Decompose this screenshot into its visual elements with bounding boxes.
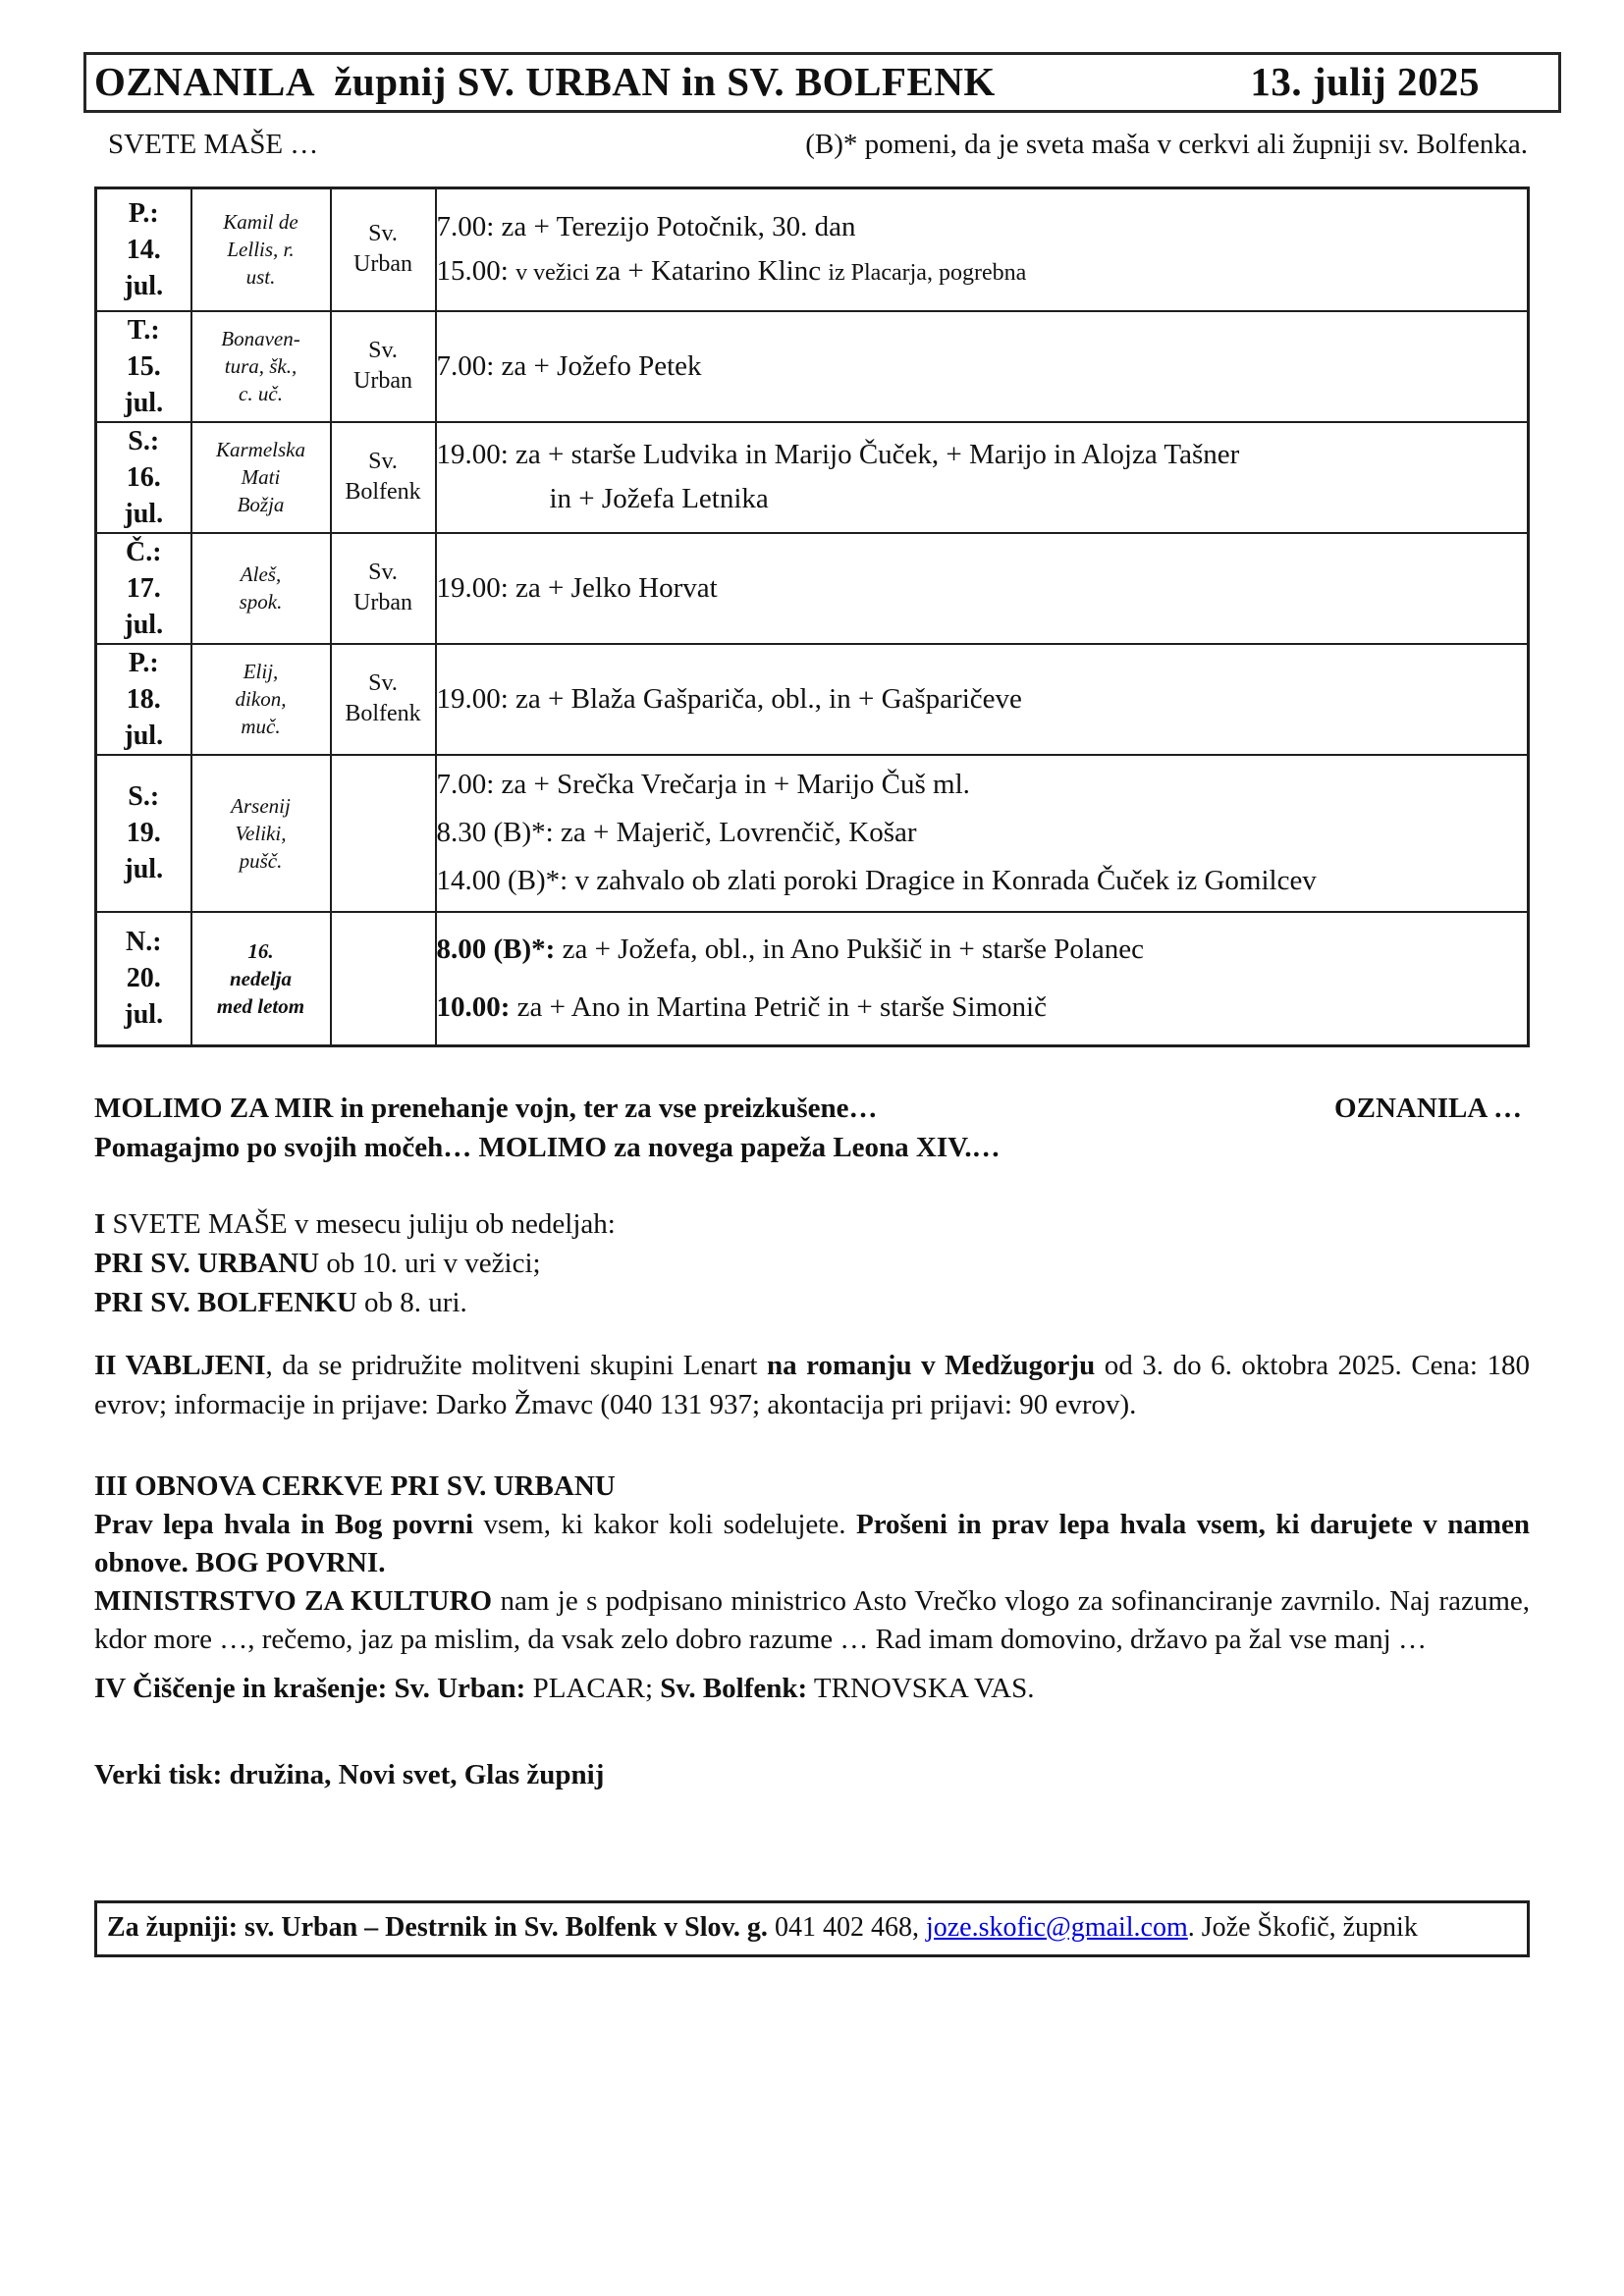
text-run: 14.00 (B)*: v zahvalo ob zlati poroki Dragice in Konrada Čuček iz Gomilcev: [436, 865, 1317, 896]
saint-cell: [191, 912, 331, 1046]
cell-line: pušč.: [239, 848, 283, 873]
church-cell: [331, 644, 436, 755]
molimo-paragraph: [94, 1089, 1530, 1167]
cell-line: Bolfenk: [345, 479, 421, 505]
mass-cell: [436, 644, 1529, 755]
cell-line: Sv.: [368, 670, 398, 696]
text-run: 7.00: za + Terezijo Potočnik, 30. dan: [436, 211, 856, 243]
cell-line: jul.: [124, 270, 164, 301]
cell-line: jul.: [124, 609, 164, 640]
cell-line: muč.: [241, 715, 281, 738]
mass-line: [437, 477, 1528, 521]
cell-line: Elij,: [243, 660, 279, 683]
text-run: . Jože Škofič, župnik: [1187, 1912, 1418, 1943]
day-cell: [96, 422, 191, 533]
cell-line: c. uč.: [239, 382, 283, 405]
text-run: 041 402 468,: [767, 1912, 926, 1943]
cell-line: jul.: [124, 999, 164, 1031]
cell-line: P.:: [128, 197, 159, 229]
cell-line: Arsenij: [231, 793, 291, 818]
mass-cell: [436, 912, 1529, 1046]
cell-line: N.:: [125, 927, 162, 958]
day-cell: [96, 644, 191, 755]
church-cell: [331, 533, 436, 644]
text-run: 7.00: za + Jožefo Petek: [436, 349, 702, 382]
church-cell: [331, 311, 436, 422]
church-cell: [331, 188, 436, 311]
church-cell: [331, 912, 436, 1046]
text-run: 10.00:: [436, 990, 511, 1023]
medjugorje-section: [94, 1346, 1530, 1424]
text-run: MOLIMO ZA MIR in prenehanje vojn, ter za vse preizkušene…: [94, 1093, 878, 1124]
mass-line: [437, 857, 1528, 905]
text-run: II VABLJENI: [94, 1350, 266, 1381]
text-run: Sv. Bolfenk:: [660, 1673, 808, 1704]
text-run: SVETE MAŠE v mesecu juliju ob nedeljah:: [105, 1208, 616, 1240]
cell-line: 18.: [126, 683, 161, 715]
footer-contact-box: [94, 1900, 1530, 1957]
mass-row: [96, 533, 1529, 644]
text-run: PRI SV. URBANU: [94, 1248, 320, 1279]
text-run: za + Ano in Martina Petrič in + starše Simonič: [510, 990, 1047, 1023]
mass-cell: [436, 188, 1529, 311]
mass-row: [96, 422, 1529, 533]
cell-line: Bolfenk: [345, 701, 421, 726]
mass-table-body: [96, 188, 1529, 1046]
cell-line: 16.: [247, 938, 274, 963]
text-run: 8.30 (B)*: za + Majerič, Lovrenčič, Košar: [436, 817, 917, 848]
cell-line: Kamil de: [223, 210, 298, 235]
cell-line: Urban: [353, 590, 412, 615]
mass-row: [96, 188, 1529, 311]
cell-line: 15.: [126, 350, 161, 382]
day-cell: [96, 188, 191, 311]
mass-cell: [436, 422, 1529, 533]
cell-line: ust.: [245, 265, 276, 290]
saint-cell: [191, 422, 331, 533]
cell-line: jul.: [124, 387, 164, 418]
day-cell: [96, 912, 191, 1046]
cell-line: Č.:: [125, 536, 162, 567]
cell-line: tura, šk.,: [224, 354, 298, 378]
svete-mase-label: SVETE MAŠE …: [108, 129, 319, 160]
cell-line: Karmelska: [216, 438, 305, 461]
cell-line: T.:: [127, 314, 160, 346]
cell-line: 14.: [126, 234, 161, 265]
mass-row: [96, 912, 1529, 1046]
cell-line: Sv.: [368, 449, 398, 474]
renovation-ministry: [94, 1582, 1530, 1659]
renovation-heading: [94, 1468, 1530, 1506]
cell-line: Urban: [353, 368, 412, 394]
text-run: iz Placarja, pogrebna: [828, 260, 1027, 287]
cell-line: P.:: [128, 647, 159, 678]
renovation-thanks: [94, 1506, 1530, 1582]
cell-line: Veliki,: [235, 821, 287, 845]
cell-line: nedelja: [230, 966, 292, 990]
cell-line: Lellis, r.: [227, 238, 295, 262]
mass-line: [437, 761, 1528, 809]
mass-line: [437, 566, 1528, 611]
text-run: na romanju v Medžugorju: [767, 1350, 1096, 1381]
mass-line: [437, 677, 1528, 721]
day-cell: [96, 755, 191, 912]
cell-line: jul.: [124, 720, 164, 751]
cell-line: jul.: [124, 498, 164, 529]
text-run: Verki tisk: družina, Novi svet, Glas župnij: [94, 1759, 605, 1790]
text-run: OZNANILA …: [1334, 1093, 1522, 1124]
molimo-text: [94, 1089, 877, 1128]
molimo-line-2: [94, 1128, 1530, 1167]
text-run: za + Katarino Klinc: [595, 255, 829, 288]
cell-line: Mati: [241, 465, 281, 489]
text-run: Prav lepa hvala in Bog povrni: [94, 1509, 474, 1540]
cell-line: Sv.: [368, 560, 398, 585]
cell-line: med letom: [216, 993, 305, 1018]
saint-cell: [191, 188, 331, 311]
mass-line: [437, 979, 1528, 1037]
text-run: 7.00: za + Srečka Vrečarja in + Marijo Čuš ml.: [436, 769, 970, 800]
text-run: PRI SV. BOLFENKU: [94, 1287, 357, 1318]
mass-line: [437, 433, 1528, 477]
church-cell: [331, 422, 436, 533]
oznanila-label: [1334, 1089, 1530, 1128]
text-run: v vežici: [515, 260, 596, 287]
mass-schedule-table: [94, 187, 1530, 1047]
subheader-row: [108, 129, 1528, 161]
text-run: vsem, ki kakor koli sodelujete.: [473, 1509, 856, 1540]
mass-row: [96, 311, 1529, 422]
sunday-masses-section: [94, 1204, 1530, 1322]
mass-line: [437, 809, 1528, 857]
saint-cell: [191, 644, 331, 755]
mass-line: [437, 205, 1528, 249]
urban-mass-time: [94, 1244, 1530, 1283]
mass-line: [437, 921, 1528, 979]
cell-line: spok.: [239, 590, 283, 614]
molimo-line-1: [94, 1089, 1530, 1128]
text-run: Pomagajmo po svojih močeh… MOLIMO za novega papeža Leona XIV.…: [94, 1132, 1001, 1163]
church-cell: [331, 755, 436, 912]
press-section: [94, 1755, 1530, 1794]
mass-cell: [436, 755, 1529, 912]
cell-line: 19.: [126, 818, 161, 848]
text-run: 19.00: za + Jelko Horvat: [436, 571, 718, 604]
church-renovation-section: [94, 1468, 1530, 1659]
cell-line: dikon,: [235, 687, 287, 711]
mass-row: [96, 644, 1529, 755]
cell-line: 16.: [126, 461, 161, 493]
cell-line: Sv.: [368, 221, 398, 247]
text-run: , da se pridružite molitveni skupini Lenart: [265, 1350, 768, 1381]
document-title: OZNANILA župnij SV. URBAN in SV. BOLFENK: [94, 59, 996, 104]
text-run: 15.00:: [436, 255, 516, 288]
bolfenk-note: (B)* pomeni, da je sveta maša v cerkvi ali župniji sv. Bolfenka.: [805, 129, 1528, 160]
mass-line: [437, 345, 1528, 389]
text-run: 19.00: za + starše Ludvika in Marijo Čuček, + Marijo in Alojza Tašner: [436, 439, 1240, 470]
text-run: ob 8. uri.: [356, 1287, 467, 1318]
saint-cell: [191, 755, 331, 912]
text-run: ob 10. uri v vežici;: [319, 1248, 541, 1279]
mass-cell: [436, 311, 1529, 422]
day-cell: [96, 311, 191, 422]
text-run: 19.00: za + Blaža Gašpariča, obl., in + Gašparičeve: [436, 682, 1022, 715]
bolfenk-mass-time: [94, 1283, 1530, 1322]
cell-line: 20.: [126, 963, 161, 994]
text-run: MINISTRSTVO ZA KULTURO: [94, 1585, 493, 1617]
cell-line: jul.: [124, 854, 164, 884]
mass-cell: [436, 533, 1529, 644]
cell-line: Bonaven-: [221, 327, 300, 350]
mass-row: [96, 755, 1529, 912]
cleaning-section: [94, 1669, 1530, 1708]
day-cell: [96, 533, 191, 644]
announcements: [94, 1089, 1530, 1794]
saint-cell: [191, 311, 331, 422]
cell-line: Sv.: [368, 338, 398, 363]
cell-line: S.:: [128, 781, 160, 812]
cell-line: S.:: [128, 425, 160, 456]
email-link[interactable]: joze.skofic@gmail.com: [925, 1912, 1188, 1943]
text-run: IV Čiščenje in krašenje: Sv. Urban:: [94, 1673, 526, 1704]
text-run: Za župniji: sv. Urban – Destrnik in Sv. Bolfenk v Slov. g.: [107, 1912, 768, 1943]
sunday-masses-heading: [94, 1204, 1530, 1244]
text-run: Prošeni in prav lepa hvala vsem, ki darujete v namen obnove. BOG POVRNI.: [94, 1509, 1530, 1578]
text-run: III OBNOVA CERKVE PRI SV. URBANU: [94, 1470, 616, 1502]
text-run: od 3. do 6. oktobra 2025. Cena: 180 evrov; informacije in prijave: Darko Žmavc (040 131 937; akontacija pri prijavi: 90 evrov).: [94, 1350, 1531, 1420]
mass-line: [437, 249, 1528, 294]
text-run: nam je s podpisano ministrico Asto Vrečko vlogo za sofinanciranje zavrnilo. Naj razume, kdor more …, rečemo, jaz pa mislim, da vsak zelo dobro razume … Rad imam domovino, državo pa žal vse manj …: [94, 1585, 1531, 1655]
text-run: za + Jožefa, obl., in Ano Pukšič in + starše Polanec: [555, 933, 1145, 965]
text-run: I: [94, 1208, 106, 1240]
text-run: PLACAR;: [525, 1673, 661, 1704]
saint-cell: [191, 533, 331, 644]
document-date: 13. julij 2025: [1250, 59, 1480, 104]
cell-line: Aleš,: [240, 562, 282, 586]
cell-line: 17.: [126, 572, 161, 604]
text-run: TRNOVSKA VAS.: [807, 1673, 1035, 1704]
text-run: in + Jožefa Letnika: [549, 483, 769, 514]
cell-line: Božja: [237, 493, 285, 516]
cell-line: Urban: [353, 251, 412, 278]
text-run: 8.00 (B)*:: [436, 933, 556, 965]
document-title-bar: [83, 52, 1561, 113]
